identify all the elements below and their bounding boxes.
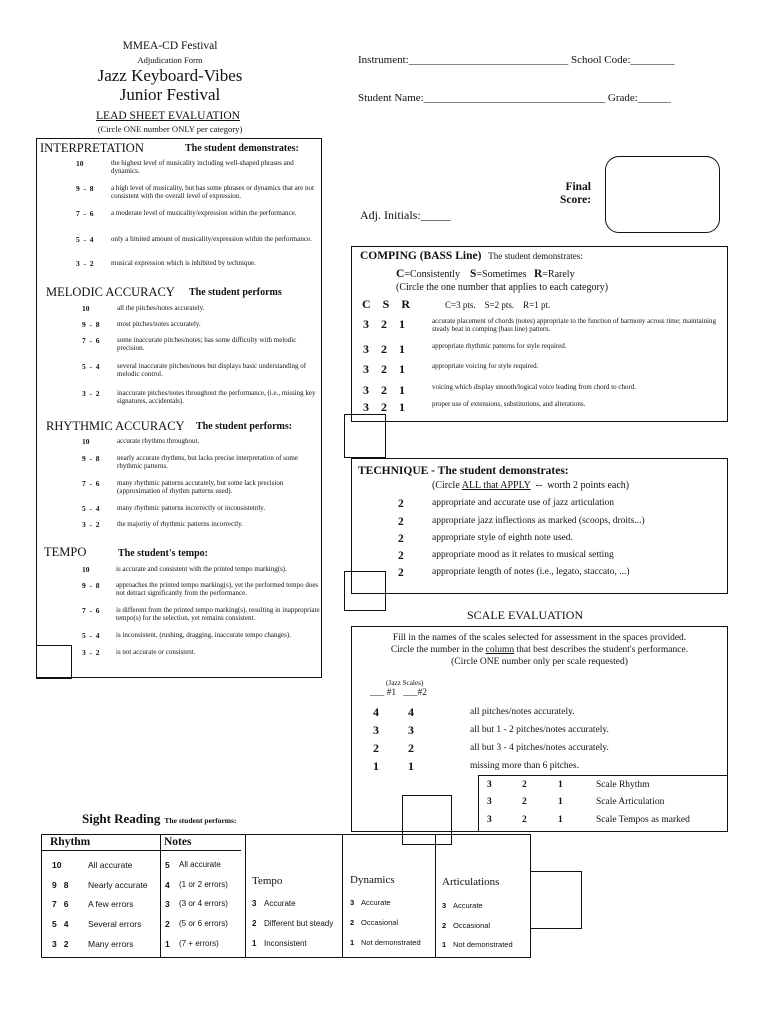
- interpretation-criterion: the highest level of musicality including well-shaped phrases and dynamics.: [111, 159, 294, 175]
- technique-note: (Circle ALL that APPLY -- worth 2 points each): [432, 480, 630, 491]
- scale-score-option[interactable]: 3: [373, 723, 379, 737]
- technique-score-option[interactable]: 2: [398, 567, 404, 579]
- melodic-score-option[interactable]: 5 - 4: [82, 362, 100, 371]
- scale-columns[interactable]: ___ #1 ___#2: [370, 688, 427, 698]
- rhythm-criterion: Several errors: [88, 919, 142, 929]
- notes-score-option[interactable]: 2: [165, 919, 170, 929]
- rhythmic-criterion: nearly accurate rhythms, but lacks precise interpretation of some rhythmic patterns.: [117, 454, 298, 470]
- technique-criterion: appropriate jazz inflections as marked (scoops, droits...): [432, 516, 645, 526]
- scale-sub-score-option[interactable]: 3: [487, 815, 492, 825]
- comping-points: C=3 pts. S=2 pts. R=1 pt.: [445, 300, 551, 310]
- melodic-score-option[interactable]: 9 - 8: [82, 320, 100, 329]
- notes-score-option[interactable]: 3: [165, 899, 170, 909]
- technique-criterion: appropriate mood as it relates to musical setting: [432, 550, 614, 560]
- interpretation-score-option[interactable]: 7 - 6: [76, 209, 94, 218]
- tempo-header: Tempo: [252, 875, 283, 887]
- scale-sub-score-option[interactable]: 2: [522, 797, 527, 807]
- melodic-criterion: some inaccurate pitches/notes; has some difficulty with melodic precision.: [117, 336, 297, 352]
- lead-sheet-note: (Circle ONE number ONLY per category): [97, 124, 243, 134]
- rhythmic-subtitle: The student performs:: [196, 421, 293, 432]
- comping-score-option[interactable]: 3 2 1: [363, 383, 405, 397]
- dynamics-criterion: Not demonstrated: [361, 938, 421, 947]
- articulations-score-option[interactable]: 1: [442, 940, 447, 949]
- rhythmic-score-option[interactable]: 9 - 8: [82, 454, 100, 463]
- rhythmic-score-option[interactable]: 7 - 6: [82, 479, 100, 488]
- scale-sub-score-option[interactable]: 2: [522, 815, 527, 825]
- technique-score-option[interactable]: 2: [398, 516, 404, 528]
- melodic-criterion: inaccurate pitches/notes throughout the performance, (i.e., missing key signatures, accidentals).: [117, 389, 316, 405]
- tempo-title: TEMPO: [44, 545, 87, 559]
- notes-score-option[interactable]: 4: [165, 880, 170, 890]
- interpretation-score-option[interactable]: 3 - 2: [76, 259, 94, 268]
- comping-title: COMPING (BASS Line): [360, 250, 482, 262]
- sight-reading-score-box[interactable]: [530, 871, 582, 929]
- scale-criterion: missing more than 6 pitches.: [470, 761, 579, 771]
- technique-score-option[interactable]: 2: [398, 550, 404, 562]
- interpretation-criterion: a high level of musicality, but has some phrases or dynamics that are not consistent with the overall level of expression.: [111, 184, 314, 200]
- comping-score-option[interactable]: 3 2 1: [363, 342, 405, 356]
- comping-score-option[interactable]: 3 2 1: [363, 317, 405, 331]
- score-label: Score:: [560, 194, 592, 206]
- scale-sub-score-option[interactable]: 1: [558, 815, 563, 825]
- comping-legend: C=Consistently S=Sometimes R=Rarely: [396, 268, 575, 280]
- rhythmic-criterion: the majority of rhythmic patterns incorrectly.: [117, 520, 243, 528]
- comping-criterion: appropriate rhythmic patterns for style required.: [432, 342, 567, 350]
- notes-criterion: (3 or 4 errors): [179, 899, 228, 908]
- scale-sub-score-option[interactable]: 2: [522, 780, 527, 790]
- dynamics-header: Dynamics: [350, 874, 395, 886]
- scale-sub-score-option[interactable]: 1: [558, 780, 563, 790]
- tempo-criterion: is accurate and consistent with the printed tempo marking(s).: [116, 565, 287, 573]
- rhythmic-title: RHYTHMIC ACCURACY: [46, 419, 185, 433]
- scale-sub-score-option[interactable]: 3: [487, 797, 492, 807]
- comping-col-header: C S R: [362, 297, 411, 311]
- scale-sub-criterion: Scale Rhythm: [596, 780, 650, 790]
- rhythmic-score-option[interactable]: 3 - 2: [82, 520, 100, 529]
- scale-score-option[interactable]: 2: [408, 741, 414, 755]
- rhythmic-criterion: many rhythmic patterns accurately, but some lack precision (approximation of rhythm patterns used).: [117, 479, 284, 495]
- rhythm-score-option[interactable]: 5 4: [52, 919, 69, 929]
- comping-note: (Circle the one number that applies to each category): [396, 282, 609, 293]
- tempo-score-box[interactable]: [36, 645, 72, 679]
- tempo-score-option[interactable]: 5 - 4: [82, 631, 100, 640]
- articulations-criterion: Occasional: [453, 921, 491, 930]
- melodic-title: MELODIC ACCURACY: [46, 285, 175, 299]
- scale-instructions-1: Fill in the names of the scales selected for assessment in the spaces provided.: [392, 633, 687, 643]
- interpretation-score-option[interactable]: 9 - 8: [76, 184, 94, 193]
- comping-criterion: proper use of extensions, substitutions, and alterations.: [432, 400, 586, 408]
- rhythm-header: Rhythm: [50, 836, 91, 848]
- melodic-criterion: most pitches/notes accurately.: [117, 320, 201, 328]
- rhythm-score-option[interactable]: 10: [52, 860, 62, 870]
- tempo-score-option[interactable]: 10: [82, 565, 90, 574]
- tempo-score-option[interactable]: 9 - 8: [82, 581, 100, 590]
- scale-score-option[interactable]: 3: [408, 723, 414, 737]
- comping-criterion: accurate placement of chords (notes) appropriate to the function of harmony across time; maintaining steady beat in comping (bass line) pattern.: [432, 317, 716, 333]
- scale-sub-score-option[interactable]: 3: [487, 780, 492, 790]
- form-name: Adjudication Form: [137, 55, 203, 65]
- technique-title: TECHNIQUE - The student demonstrates:: [358, 465, 569, 477]
- scale-criterion: all but 3 - 4 pitches/notes accurately.: [470, 743, 609, 753]
- instrument-field[interactable]: Instrument:_____________________________ School Code:________: [358, 54, 675, 66]
- festival-name: MMEA-CD Festival: [122, 40, 218, 52]
- rhythm-criterion: All accurate: [88, 860, 133, 870]
- notes-criterion: (1 or 2 errors): [179, 880, 228, 889]
- rhythmic-score-option[interactable]: 10: [82, 437, 90, 446]
- dynamics-criterion: Accurate: [361, 898, 391, 907]
- melodic-criterion: all the pitches/notes accurately.: [117, 304, 205, 312]
- interpretation-criterion: a moderate level of musicality/expression within the performance.: [111, 209, 297, 217]
- melodic-subtitle: The student performs: [189, 287, 282, 298]
- rhythmic-criterion: many rhythmic patterns incorrectly or inconsistently.: [117, 504, 266, 512]
- scale-score-option[interactable]: 4: [408, 705, 414, 719]
- tempo-score-option[interactable]: 3 - 2: [82, 648, 100, 657]
- comping-subtitle: The student demonstrates:: [488, 251, 583, 261]
- scale-sub-score-option[interactable]: 1: [558, 797, 563, 807]
- articulations-header: Articulations: [442, 876, 500, 888]
- scale-instructions-3: (Circle ONE number only per scale requested): [451, 657, 628, 667]
- page-subtitle: Junior Festival: [119, 85, 221, 104]
- interpretation-score-option[interactable]: 10: [76, 159, 84, 168]
- tempo-score-option[interactable]: 3: [252, 899, 257, 908]
- scale-score-option[interactable]: 1: [408, 759, 414, 773]
- notes-score-option[interactable]: 1: [165, 939, 170, 949]
- jazz-scales-label: (Jazz Scales): [386, 679, 424, 687]
- tempo-criterion: Inconsistent: [264, 939, 307, 948]
- rhythm-criterion: A few errors: [88, 899, 134, 909]
- student-name-field[interactable]: Student Name:_________________________________ Grade:______: [358, 92, 671, 104]
- dynamics-score-option[interactable]: 1: [350, 938, 355, 947]
- dynamics-score-option[interactable]: 3: [350, 898, 355, 907]
- rhythm-criterion: Many errors: [88, 939, 134, 949]
- notes-score-option[interactable]: 5: [165, 860, 170, 870]
- interpretation-criterion: only a limited amount of musicality/expression within the performance.: [111, 235, 312, 243]
- interpretation-criterion: musical expression which is inhibited by technique.: [111, 259, 256, 267]
- comping-criterion: voicing which display smooth/logical voice leading from chord to chord.: [432, 383, 637, 391]
- technique-score-box[interactable]: [344, 571, 386, 611]
- rhythmic-criterion: accurate rhythms throughout.: [117, 437, 200, 445]
- tempo-criterion: Accurate: [264, 899, 296, 908]
- scale-instructions-2: Circle the number in the column that best describes the student's performance.: [390, 645, 689, 655]
- articulations-criterion: Accurate: [453, 901, 483, 910]
- rhythm-criterion: Nearly accurate: [88, 880, 148, 890]
- rhythm-score-option[interactable]: 3 2: [52, 939, 69, 949]
- interpretation-title: INTERPRETATION: [40, 141, 144, 155]
- scale-score-option[interactable]: 1: [373, 759, 379, 773]
- final-label: Final: [565, 181, 591, 193]
- comping-criterion: appropriate voicing for style required.: [432, 362, 539, 370]
- tempo-subtitle: The student's tempo:: [118, 548, 209, 559]
- tempo-score-option[interactable]: 2: [252, 919, 257, 928]
- comping-score-box[interactable]: [344, 414, 386, 458]
- adj-initials-field[interactable]: Adj. Initials:_____: [360, 208, 451, 222]
- final-score-box[interactable]: [605, 156, 720, 233]
- page-title: Jazz Keyboard-Vibes: [97, 66, 243, 85]
- scale-score-option[interactable]: 4: [373, 705, 379, 719]
- rhythm-score-option[interactable]: 7 6: [52, 899, 69, 909]
- scale-title: SCALE EVALUATION: [467, 608, 584, 622]
- notes-header: Notes: [164, 836, 192, 848]
- comping-score-option[interactable]: 3 2 1: [363, 362, 405, 376]
- lead-sheet-title: LEAD SHEET EVALUATION: [96, 110, 240, 122]
- tempo-criterion: is inconsistent, (rushing, dragging, inaccurate tempo changes).: [116, 631, 291, 639]
- lead-sheet-panel: [36, 138, 322, 678]
- melodic-score-option[interactable]: 3 - 2: [82, 389, 100, 398]
- tempo-criterion: is not accurate or consistent.: [116, 648, 196, 656]
- articulations-score-option[interactable]: 2: [442, 921, 447, 930]
- notes-criterion: (7 + errors): [179, 939, 219, 948]
- melodic-criterion: several inaccurate pitches/notes but displays basic understanding of melodic control.: [117, 362, 307, 378]
- scale-criterion: all pitches/notes accurately.: [470, 707, 575, 717]
- tempo-criterion: is different from the printed tempo marking(s), resulting in inappropriate tempo(s) for the selection, yet remains consistent.: [116, 606, 320, 622]
- dynamics-criterion: Occasional: [361, 918, 399, 927]
- melodic-score-option[interactable]: 10: [82, 304, 90, 313]
- technique-criterion: appropriate style of eighth note used.: [432, 533, 573, 543]
- technique-score-option[interactable]: 2: [398, 533, 404, 545]
- tempo-criterion: Different but steady: [264, 919, 334, 928]
- scale-criterion: all but 1 - 2 pitches/notes accurately.: [470, 725, 609, 735]
- scale-score-option[interactable]: 2: [373, 741, 379, 755]
- technique-criterion: appropriate length of notes (i.e., legato, staccato, ...): [432, 567, 630, 577]
- tempo-score-option[interactable]: 1: [252, 939, 257, 948]
- dynamics-score-option[interactable]: 2: [350, 918, 355, 927]
- scale-sub-criterion: Scale Articulation: [596, 797, 665, 807]
- sight-reading-header: Sight Reading The student performs:: [82, 811, 237, 826]
- articulations-score-option[interactable]: 3: [442, 901, 447, 910]
- notes-criterion: All accurate: [179, 860, 221, 869]
- scale-sub-criterion: Scale Tempos as marked: [596, 815, 690, 825]
- tempo-criterion: approaches the printed tempo marking(s), yet the performed tempo does not detract significantly from the performance.: [116, 581, 319, 597]
- notes-criterion: (5 or 6 errors): [179, 919, 228, 928]
- articulations-criterion: Not demonstrated: [453, 940, 513, 949]
- melodic-score-option[interactable]: 7 - 6: [82, 336, 100, 345]
- rhythmic-score-option[interactable]: 5 - 4: [82, 504, 100, 513]
- interpretation-subtitle: The student demonstrates:: [185, 143, 299, 154]
- tempo-score-option[interactable]: 7 - 6: [82, 606, 100, 615]
- technique-score-option[interactable]: 2: [398, 498, 404, 510]
- rhythm-score-option[interactable]: 9 8: [52, 880, 69, 890]
- technique-criterion: appropriate and accurate use of jazz articulation: [432, 498, 614, 508]
- interpretation-score-option[interactable]: 5 - 4: [76, 235, 94, 244]
- comping-score-option[interactable]: 3 2 1: [363, 400, 405, 414]
